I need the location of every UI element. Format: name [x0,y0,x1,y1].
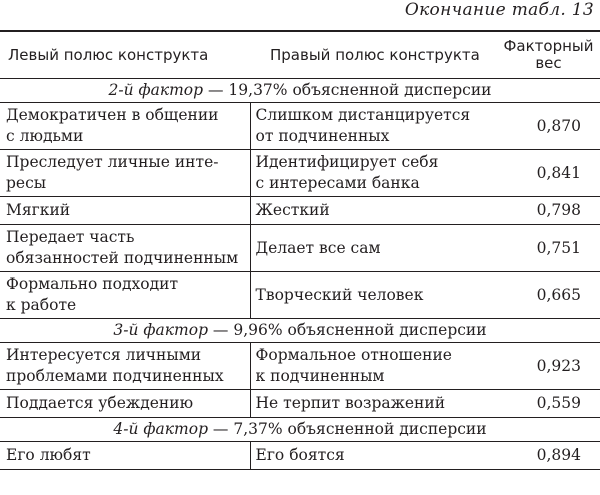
factor-weight-cell: 0,841 [536,163,581,182]
factor-weight-cell: 0,559 [536,394,581,412]
left-pole-text: проблемами подчиненных [6,367,224,385]
header-factor-weight [497,31,600,79]
right-pole-text: Слишком дистанцируется [255,106,471,124]
right-pole-text: к подчиненным [255,367,385,385]
right-pole-text: с интересами банка [255,174,420,192]
factor-variance: — 9,96% объясненной дисперсии [208,321,487,339]
right-pole-text: Не терпит возражений [255,394,446,412]
header-weight-line1: Факторный [503,37,594,55]
right-pole-cell [250,150,497,197]
right-pole-text: Жесткий [255,201,330,219]
right-pole-cell [250,343,497,390]
left-pole-cell [0,442,250,470]
factor-weight-cell: 0,894 [536,446,581,464]
left-pole-text: Поддается убеждению [6,394,194,412]
left-pole-cell [0,103,250,150]
factor-weight-cell: 0,870 [536,116,581,135]
table-row [0,390,600,418]
table-row [0,343,600,390]
left-pole-text: Его любят [6,446,91,464]
right-pole-cell [250,103,497,150]
right-pole-text: от подчиненных [255,127,390,145]
left-pole-text: с людьми [6,127,84,145]
factor-row [0,79,600,103]
factor-cell [0,319,600,343]
right-pole-cell [250,390,497,418]
right-pole-cell [250,197,497,225]
left-pole-text: Передает часть [6,228,135,246]
left-pole-cell [0,390,250,418]
header-left-pole: Левый полюс конструкта [8,46,209,64]
table-caption: Окончание табл. 13 [404,0,594,20]
table-row [0,150,600,197]
left-pole-text: обязанностей подчиненным [6,249,239,267]
left-pole-cell [0,225,250,272]
left-pole-cell [0,197,250,225]
factor-cell [0,418,600,442]
left-pole-cell [0,150,250,197]
right-pole-text: Делает все сам [255,238,381,257]
factor-variance: — 7,37% объясненной дисперсии [208,420,487,438]
factor-row [0,319,600,343]
factor-weight-cell: 0,751 [536,238,581,257]
left-pole-text: Формально подходит [6,275,179,293]
factor-variance: — 19,37% объясненной дисперсии [203,81,492,99]
header-row [0,31,600,79]
left-pole-cell [0,343,250,390]
header-right-pole: Правый полюс конструкта [270,46,480,64]
factor-weight-cell: 0,923 [536,356,581,375]
factor-weight-cell: 0,798 [536,201,581,219]
table-row [0,225,600,272]
right-pole-text: Творческий человек [255,285,424,304]
right-pole-cell [250,272,497,319]
right-pole-cell [250,225,497,272]
factor-weight-cell: 0,665 [536,285,581,304]
factor-name: 4-й фактор [113,420,208,438]
factor-table [0,30,600,470]
table-body [0,79,600,470]
table-row [0,272,600,319]
table-row [0,103,600,150]
header-weight-line2: вес [535,54,562,72]
table-row [0,197,600,225]
left-pole-text: Демократичен в общении [6,106,219,124]
factor-cell [0,79,600,103]
left-pole-text: ресы [6,174,47,192]
table-row [0,442,600,470]
right-pole-text: Идентифицирует себя [255,153,439,171]
factor-name: 2-й фактор [108,81,204,99]
factor-row [0,418,600,442]
left-pole-cell [0,272,250,319]
right-pole-text: Формальное отношение [255,346,452,364]
factor-name: 3-й фактор [113,321,208,339]
right-pole-text: Его боятся [255,446,345,464]
left-pole-text: Интересуется личными [6,346,202,364]
left-pole-text: Преследует личные инте- [6,153,219,171]
right-pole-cell [250,442,497,470]
left-pole-text: Мягкий [6,201,71,219]
left-pole-text: к работе [6,296,77,314]
